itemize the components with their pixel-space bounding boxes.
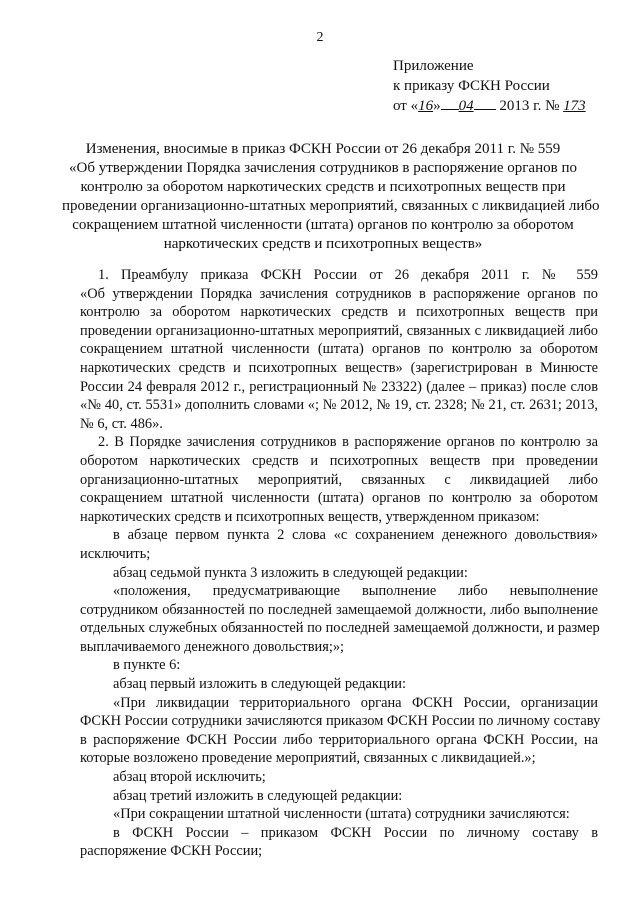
- body-line: «№ 40, ст. 5531» дополнить словами «; № 2012, № 19, ст. 2328; № 21, ст. 2631; 2013,: [80, 397, 598, 414]
- body-line: ФСКН России сотрудники зачисляются приказом ФСКН России по личному составу: [80, 713, 601, 730]
- document-body: [80, 266, 601, 861]
- body-line: 1. Преамбулу приказа ФСКН России от 26 декабря 2011 г. № 559: [98, 267, 598, 283]
- body-line: России 24 февраля 2012 г., регистрационный № 23322) (далее – приказ) после слов: [80, 378, 598, 395]
- body-line: сокращением штатной численности (штата) органов по контролю за оборотом: [80, 341, 598, 358]
- body-line: в распоряжение ФСКН России либо территориального органа ФСКН России, на: [80, 731, 598, 748]
- body-line: наркотических средств и психотропных веществ, утвержденном приказом:: [80, 508, 540, 525]
- body-line: в ФСКН России – приказом ФСКН России по личному составу в: [113, 824, 598, 841]
- date-year-number: 2013 г. №: [499, 98, 560, 114]
- appendix-block: [393, 56, 586, 116]
- body-line: в абзаце первом пункта 2 слова «с сохранением денежного довольствия»: [113, 527, 598, 544]
- body-line: сокращением штатной численности (штата) органов по контролю за оборотом: [80, 490, 598, 507]
- body-line: исключить;: [80, 545, 151, 562]
- appendix-date-line: [393, 96, 586, 116]
- blank-underline: [474, 97, 496, 110]
- body-line: «При ликвидации территориального органа ФСКН России, организации: [113, 694, 598, 711]
- body-line: сотрудником обязанностей по последней замещаемой должности, либо выполнение: [80, 601, 598, 618]
- body-line: абзац первый изложить в следующей редакции:: [113, 676, 407, 693]
- body-line: в пункте 6:: [113, 657, 181, 674]
- blank-underline: [441, 97, 459, 110]
- body-line: выплачиваемого денежного довольствия;»;: [80, 638, 345, 655]
- order-number: 173: [563, 98, 586, 114]
- body-line: организационно-штатных мероприятий, связанных с ликвидацией либо: [80, 471, 598, 488]
- body-line: абзац седьмой пункта 3 изложить в следующей редакции:: [113, 564, 468, 581]
- body-line: распоряжение ФСКН России;: [80, 843, 263, 860]
- date-month: 04: [458, 98, 474, 114]
- heading-line: проведении организационно-штатных мероприятий, связанных с ликвидацией либо: [62, 198, 600, 214]
- page-number: 2: [316, 30, 324, 45]
- appendix-order-ref: к приказу ФСКН России: [393, 78, 550, 94]
- body-line: которые возложено проведение мероприятий, связанных с ликвидацией.»;: [80, 750, 536, 767]
- heading-line: контролю за оборотом наркотических средств и психотропных веществ при: [80, 179, 566, 195]
- body-line: абзац второй исключить;: [113, 769, 266, 786]
- heading-line: наркотических средств и психотропных веществ»: [163, 236, 483, 252]
- body-line: контролю за оборотом наркотических средств и психотропных веществ при: [80, 304, 598, 321]
- heading-line: «Об утверждении Порядка зачисления сотрудников в распоряжение органов по: [69, 160, 577, 176]
- appendix-title: Приложение: [393, 58, 474, 74]
- heading-line: сокращением штатной численности (штата) органов по контролю за оборотом: [72, 217, 574, 233]
- body-line: проведении организационно-штатных мероприятий, связанных с ликвидацией либо: [80, 322, 598, 339]
- body-line: «положения, предусматривающие выполнение либо невыполнение: [113, 583, 598, 600]
- body-line: «При сокращении штатной численности (штата) сотрудники зачисляются:: [113, 806, 570, 823]
- heading-line: Изменения, вносимые в приказ ФСКН России от 26 декабря 2011 г. № 559: [85, 141, 561, 157]
- body-line: 2. В Порядке зачисления сотрудников в распоряжение органов по контролю за: [98, 434, 598, 451]
- body-line: наркотических средств и психотропных веществ» (зарегистрирован в Минюсте: [80, 359, 598, 376]
- body-line: «Об утверждении Порядка зачисления сотрудников в распоряжение органов по: [80, 285, 598, 302]
- body-line: отдельных служебных обязанностей по последней замещаемой должности, и размер: [80, 620, 600, 637]
- body-line: № 6, ст. 486».: [80, 415, 163, 432]
- date-day: 16: [418, 98, 434, 114]
- date-prefix: от «: [393, 98, 419, 114]
- document-heading: [62, 140, 600, 254]
- body-line: оборотом наркотических средств и психотропных веществ при проведении: [80, 452, 598, 469]
- date-day-close: »: [433, 98, 441, 114]
- body-line: абзац третий изложить в следующей редакции:: [113, 787, 403, 804]
